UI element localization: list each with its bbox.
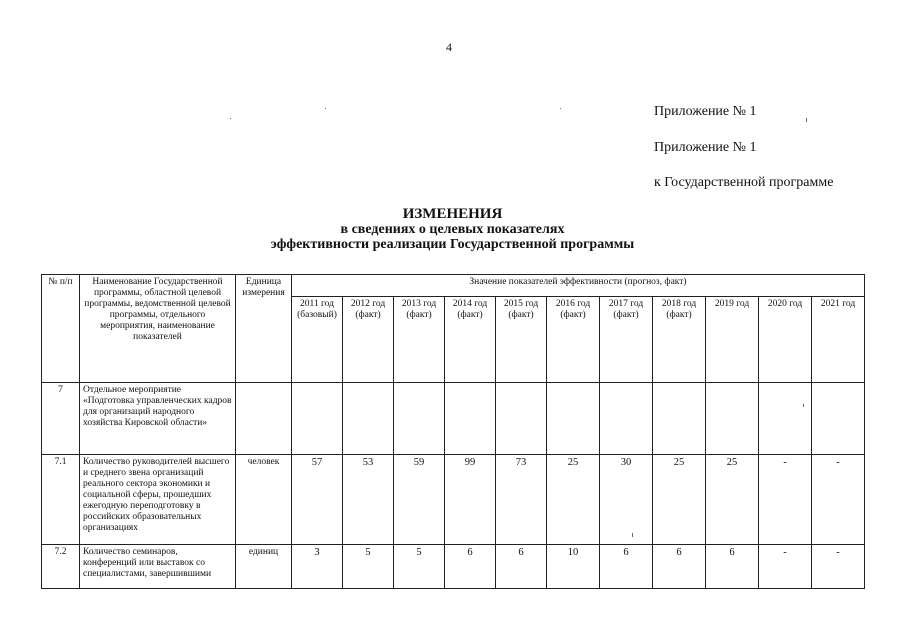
scan-speck <box>803 404 804 407</box>
scan-speck <box>806 118 807 122</box>
row-value: - <box>812 455 865 545</box>
row-value <box>496 383 547 455</box>
appendix-line-2: Приложение № 1 <box>654 140 757 155</box>
scan-speck <box>632 533 633 537</box>
row-value: 25 <box>653 455 706 545</box>
header-year: 2019 год <box>706 297 759 383</box>
row-unit: единиц <box>236 545 292 589</box>
row-value <box>343 383 394 455</box>
row-value: 6 <box>600 545 653 589</box>
title-line-2: в сведениях о целевых показателях <box>340 222 565 237</box>
header-year: 2012 год (факт) <box>343 297 394 383</box>
row-value <box>547 383 600 455</box>
row-value <box>812 383 865 455</box>
appendix-line-1: Приложение № 1 <box>654 104 757 119</box>
header-year: 2016 год (факт) <box>547 297 600 383</box>
row-num: 7 <box>42 383 80 455</box>
row-value: - <box>812 545 865 589</box>
document-title <box>0 207 905 252</box>
row-value: 25 <box>706 455 759 545</box>
row-value: - <box>759 545 812 589</box>
appendix-line-3: к Государственной программе <box>654 175 834 190</box>
header-num: № п/п <box>42 275 80 383</box>
scan-speck <box>325 108 326 109</box>
header-name: Наименование Государственной программы, областной целевой программы, ведомственной целевой программы, отдельного мероприятия, наименование показателей <box>80 275 236 383</box>
row-num: 7.2 <box>42 545 80 589</box>
row-value <box>394 383 445 455</box>
header-year: 2020 год <box>759 297 812 383</box>
row-value <box>706 383 759 455</box>
row-value: 59 <box>394 455 445 545</box>
row-name: Отдельное мероприятие «Подготовка управленческих кадров для организаций народного хозяйства Кировской области» <box>80 383 236 455</box>
title-line-3: эффективности реализации Государственной программы <box>270 237 635 252</box>
row-value: 30 <box>600 455 653 545</box>
row-name: Количество руководителей высшего и среднего звена организаций реального сектора экономики и социальной сферы, прошедших ежегодную переподготовку в российских образовательных организациях <box>80 455 236 545</box>
row-value: - <box>759 455 812 545</box>
header-year: 2021 год <box>812 297 865 383</box>
row-value: 57 <box>292 455 343 545</box>
table-row <box>42 545 865 589</box>
header-year: 2014 год (факт) <box>445 297 496 383</box>
header-year: 2013 год (факт) <box>394 297 445 383</box>
page-number: 4 <box>446 40 452 54</box>
row-unit: человек <box>236 455 292 545</box>
row-value <box>600 383 653 455</box>
header-unit: Единица измерения <box>236 275 292 383</box>
row-value <box>759 383 812 455</box>
row-value: 99 <box>445 455 496 545</box>
row-value: 3 <box>292 545 343 589</box>
scan-speck <box>230 118 231 119</box>
indicators-table <box>41 274 865 589</box>
row-value: 6 <box>496 545 547 589</box>
row-num: 7.1 <box>42 455 80 545</box>
row-value <box>292 383 343 455</box>
row-value: 25 <box>547 455 600 545</box>
title-line-1: ИЗМЕНЕНИЯ <box>402 206 503 222</box>
row-name: Количество семинаров, конференций или выставок со специалистами, завершившими <box>80 545 236 589</box>
row-value: 6 <box>653 545 706 589</box>
row-value: 6 <box>445 545 496 589</box>
header-year: 2015 год (факт) <box>496 297 547 383</box>
row-value: 73 <box>496 455 547 545</box>
row-value: 5 <box>343 545 394 589</box>
row-value <box>445 383 496 455</box>
header-year: 2018 год (факт) <box>653 297 706 383</box>
row-value: 10 <box>547 545 600 589</box>
header-values-group: Значение показателей эффективности (прогноз, факт) <box>292 275 865 297</box>
row-value: 53 <box>343 455 394 545</box>
row-unit <box>236 383 292 455</box>
row-value: 6 <box>706 545 759 589</box>
scan-speck <box>560 108 561 109</box>
header-year: 2011 год (базовый) <box>292 297 343 383</box>
table-row <box>42 455 865 545</box>
row-value: 5 <box>394 545 445 589</box>
table-row <box>42 383 865 455</box>
row-value <box>653 383 706 455</box>
header-year: 2017 год (факт) <box>600 297 653 383</box>
